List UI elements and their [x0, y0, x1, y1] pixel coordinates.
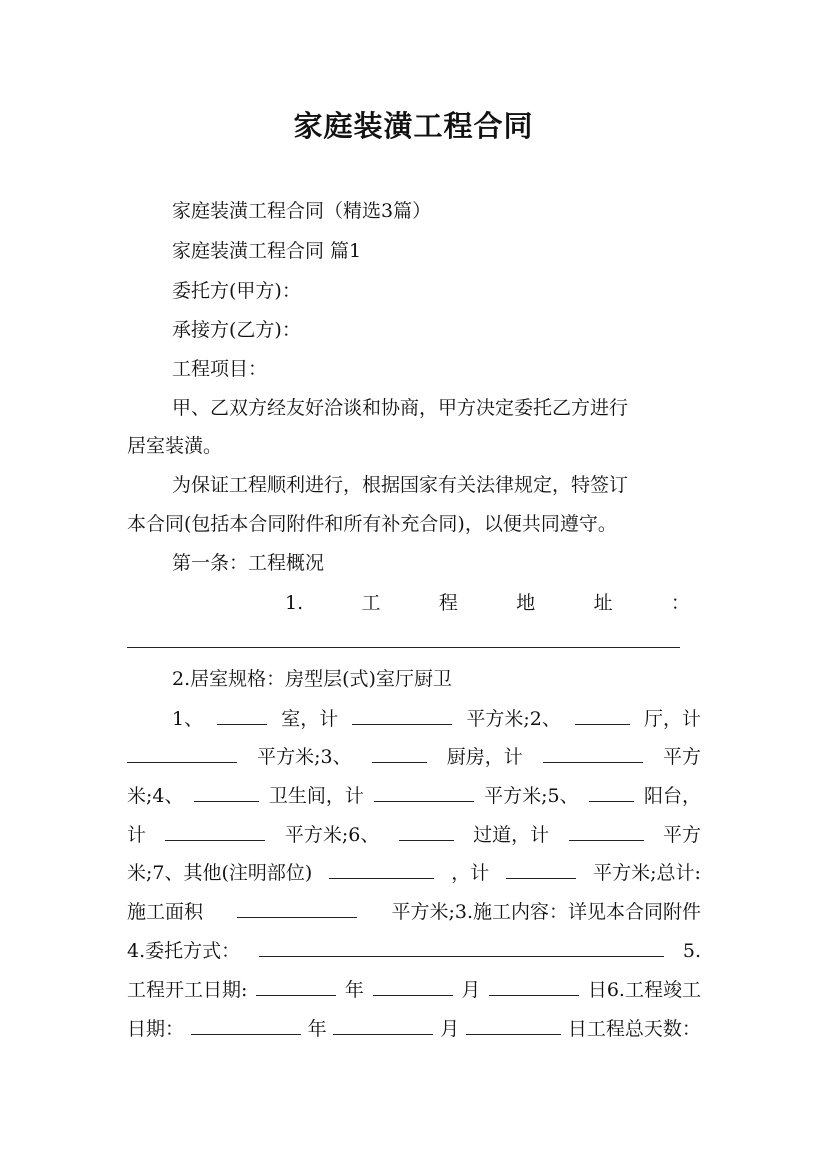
address-char: 程	[438, 592, 458, 614]
address-item: 1.	[285, 592, 304, 614]
text-run: 平方	[662, 746, 701, 768]
text-run: 1、	[172, 708, 204, 730]
text-run: 平方	[662, 824, 701, 846]
room-row-1	[172, 706, 701, 732]
fill-blank	[569, 822, 644, 841]
room-row-2	[127, 744, 701, 770]
address-colon: ：	[670, 592, 690, 614]
text-run: 工程开工日期:	[127, 979, 248, 1001]
start-date-row	[127, 977, 701, 1003]
address-line	[285, 590, 690, 616]
text-run: 平方米;6、	[284, 824, 380, 846]
address-blank-line	[127, 647, 680, 648]
text-run: 年	[307, 1018, 327, 1040]
project-line: 工程项目：	[172, 358, 268, 380]
text-run: 平方米;总计:	[593, 862, 701, 884]
room-row-5	[127, 860, 701, 886]
text-run: 过道，计	[473, 824, 550, 846]
fill-blank	[194, 783, 259, 802]
text-run: 年	[344, 979, 364, 1001]
fill-blank	[466, 1016, 561, 1035]
paragraph-line: 甲、乙双方经友好洽谈和协商，甲方决定委托乙方进行	[172, 397, 629, 419]
text-run: 月	[461, 979, 481, 1001]
fill-blank	[333, 1016, 433, 1035]
text-run: 米;7、其他(注明部位)	[127, 862, 313, 884]
text-run: 4.委托方式：	[127, 940, 241, 962]
fill-blank	[575, 706, 630, 725]
text-run: 月	[440, 1018, 460, 1040]
party-a-line: 委托方(甲方)：	[172, 280, 301, 302]
text-run: 平方米;5、	[484, 785, 579, 807]
end-date-row	[127, 1016, 701, 1042]
text-run: 日工程总天数：	[567, 1018, 701, 1040]
document-title: 家庭装潢工程合同	[293, 109, 534, 143]
fill-blank	[372, 744, 427, 763]
text-run: 日期：	[127, 1018, 185, 1040]
paragraph-line: 居室装潢。	[127, 435, 223, 457]
address-char: 工	[361, 592, 381, 614]
section-heading: 第一条：工程概况	[172, 552, 325, 574]
text-run: 厨房，计	[446, 746, 523, 768]
text-run: 厅，计	[643, 708, 701, 730]
text-run: 阳台，	[643, 785, 701, 807]
text-run: 室，计	[281, 708, 339, 730]
text-run: 施工面积	[127, 901, 204, 923]
room-spec-line: 2.居室规格：房型层(式)室厅厨卫	[172, 668, 452, 690]
text-run: 平方米;2、	[466, 708, 561, 730]
fill-blank	[399, 822, 454, 841]
party-b-line: 承接方(乙方)：	[172, 319, 301, 341]
room-row-3	[127, 783, 701, 809]
address-char: 址	[593, 592, 613, 614]
text-run: 5.	[682, 940, 701, 962]
doc-line-2: 家庭装潢工程合同 篇1	[172, 240, 362, 262]
entrust-row	[127, 938, 701, 964]
text-run: 计	[127, 824, 147, 846]
paragraph-line: 本合同(包括本合同附件和所有补充合同)，以便共同遵守。	[127, 513, 617, 535]
address-char: 地	[516, 592, 536, 614]
fill-blank	[329, 860, 434, 879]
room-row-4	[127, 822, 701, 848]
fill-blank	[127, 744, 237, 763]
fill-blank	[589, 783, 634, 802]
text-run: 平方米;3、	[257, 746, 352, 768]
fill-blank	[352, 706, 452, 725]
fill-blank	[191, 1016, 301, 1035]
fill-blank	[506, 860, 576, 879]
fill-blank	[217, 706, 267, 725]
text-run: 米;4、	[127, 785, 184, 807]
fill-blank	[489, 977, 579, 996]
room-row-6	[127, 899, 701, 925]
fill-blank	[373, 977, 453, 996]
fill-blank	[165, 822, 265, 841]
fill-blank	[256, 977, 336, 996]
text-run: 日6.工程竣工	[587, 979, 701, 1001]
paragraph-line: 为保证工程顺利进行，根据国家有关法律规定，特签订	[172, 474, 629, 496]
fill-blank	[543, 744, 643, 763]
fill-blank	[237, 899, 357, 918]
text-run: 卫生间，计	[268, 785, 364, 807]
text-run: 平方米;3.施工内容：详见本合同附件	[391, 901, 701, 923]
text-run: ，计	[451, 862, 490, 884]
fill-blank	[259, 938, 664, 957]
doc-line-1: 家庭装潢工程合同（精选3篇）	[172, 200, 432, 222]
fill-blank	[374, 783, 474, 802]
